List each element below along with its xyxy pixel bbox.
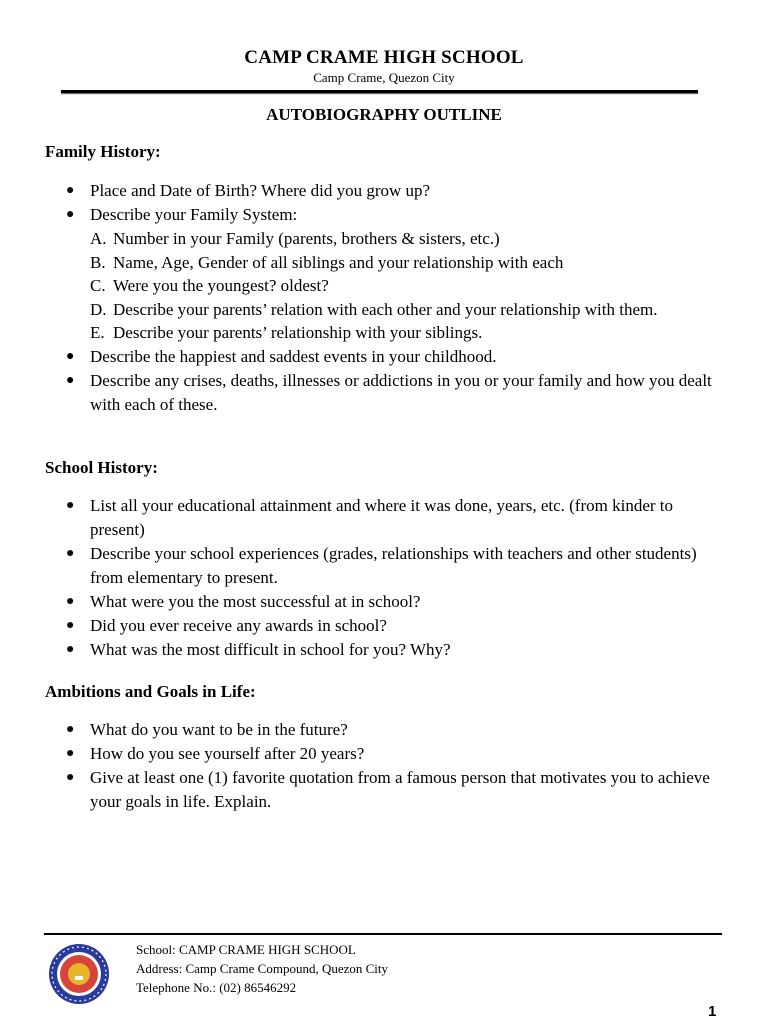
footer-telephone: Telephone No.: (02) 86546292	[136, 980, 297, 995]
sub-list-item: B. Name, Age, Gender of all siblings and your relationship with each	[90, 252, 564, 272]
goals-heading: Ambitions and Goals in Life:	[45, 682, 256, 701]
family-history-list	[0, 179, 720, 417]
list-item: ● What were you the most successful at in school?	[0, 590, 720, 614]
bullet-icon: ●	[66, 642, 75, 657]
list-item: ● List all your educational attainment and where it was done, years, etc. (from kinder to present)	[66, 496, 673, 539]
bullet-icon: ●	[66, 770, 75, 785]
family-history-heading: Family History:	[45, 142, 161, 161]
bullet-icon: ●	[66, 722, 75, 737]
page-number: 1	[708, 1003, 717, 1020]
header-divider	[61, 90, 698, 93]
school-history-list	[0, 494, 720, 662]
sub-list-item: D. Describe your parents’ relation with each other and your relationship with them.	[90, 299, 658, 319]
list-item: ● Give at least one (1) favorite quotation from a famous person that motivates you to achieve your goals in life. Explain.	[66, 768, 710, 811]
school-history-heading: School History:	[45, 458, 158, 477]
bullet-icon: ●	[66, 618, 75, 633]
list-item: ● Describe your Family System: A. Number in your Family (parents, brothers & sisters, etc.) B. Name, Age, Gender of all siblings and your relationship with each C. Were you the youngest? oldest? D. Describe your parents’ relation with each other and your relationship with them. E. Describe your parents’ relationship with your siblings.	[0, 203, 720, 345]
school-name: CAMP CRAME HIGH SCHOOL	[244, 47, 524, 68]
footer-divider	[44, 933, 722, 935]
document-title: AUTOBIOGRAPHY OUTLINE	[266, 105, 502, 124]
bullet-icon: ●	[66, 546, 75, 561]
list-item: ● How do you see yourself after 20 years?	[0, 742, 720, 766]
sub-list-item: A. Number in your Family (parents, brothers & sisters, etc.)	[90, 229, 500, 248]
sub-list-item: C. Were you the youngest? oldest?	[90, 276, 329, 295]
family-system-sublist	[90, 227, 720, 345]
footer-school: School: CAMP CRAME HIGH SCHOOL	[136, 942, 356, 957]
school-seal-icon	[48, 943, 110, 1005]
bullet-icon: ●	[66, 594, 75, 609]
school-location: Camp Crame, Quezon City	[313, 70, 455, 85]
footer-address: Address: Camp Crame Compound, Quezon City	[136, 961, 389, 976]
bullet-icon: ●	[66, 348, 75, 364]
bullet-icon: ●	[66, 372, 75, 388]
list-item: ● Describe your school experiences (grades, relationships with teachers and other students) from elementary to present.	[66, 544, 697, 587]
bullet-icon: ●	[66, 746, 75, 761]
list-item: ● What do you want to be in the future?	[0, 718, 720, 742]
bullet-icon: ●	[66, 183, 75, 198]
list-item: ● Did you ever receive any awards in school?	[0, 614, 720, 638]
list-item: ● Describe any crises, deaths, illnesses or addictions in you or your family and how you dealt with each of these.	[66, 370, 712, 414]
list-item: ● Describe the happiest and saddest events in your childhood.	[0, 345, 720, 369]
list-item: ● Place and Date of Birth? Where did you grow up?	[0, 179, 720, 203]
sub-list-item: E. Describe your parents’ relationship with your siblings.	[90, 323, 483, 342]
bullet-icon: ●	[66, 498, 75, 513]
goals-list	[0, 718, 720, 814]
list-item: ● What was the most difficult in school for you? Why?	[0, 638, 720, 662]
bullet-icon: ●	[66, 207, 75, 222]
